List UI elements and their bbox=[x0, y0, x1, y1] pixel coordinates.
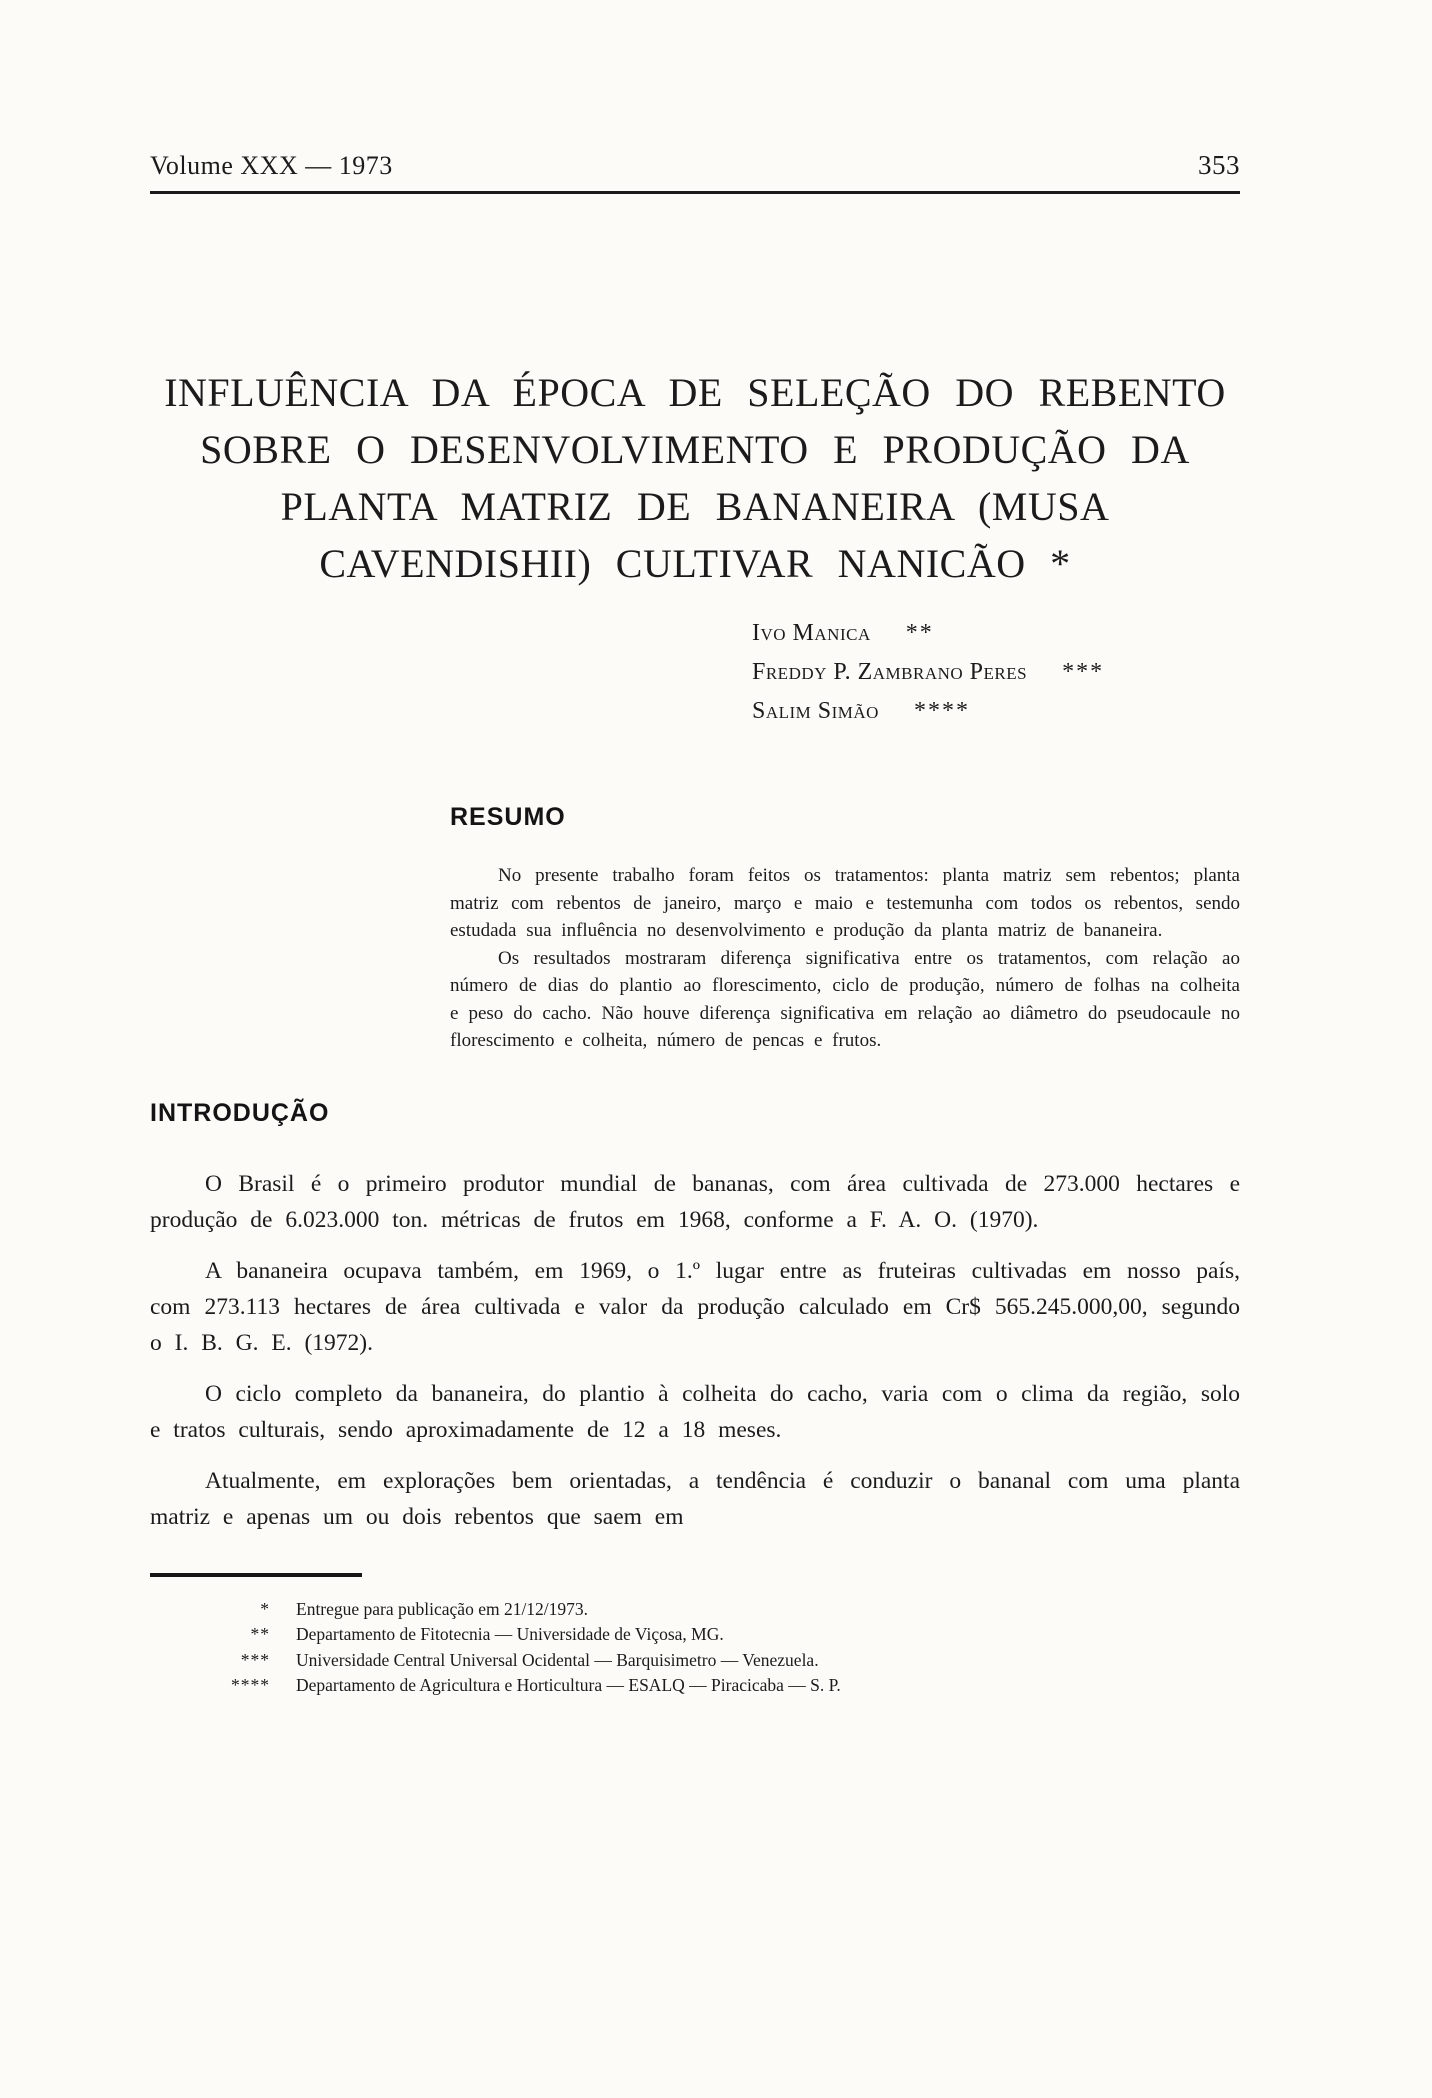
author-footnote-marker: *** bbox=[1062, 659, 1105, 685]
author-name: Ivo Manica bbox=[752, 620, 871, 646]
author-footnote-marker: **** bbox=[913, 698, 970, 724]
intro-paragraph-3: O ciclo completo da bananeira, do plantio à colheita do cacho, varia com o clima da região, solo e tratos culturais, sendo aproximadamente de 12 a 18 meses. bbox=[150, 1380, 1240, 1443]
authors-block bbox=[752, 614, 1240, 731]
header-rule bbox=[150, 191, 1240, 194]
footnote-marker: * bbox=[260, 1598, 270, 1619]
footnote-line bbox=[150, 1597, 1240, 1623]
title-line-1: INFLUÊNCIA DA ÉPOCA DE SELEÇÃO DO REBENTO bbox=[164, 370, 1226, 415]
footnote-text: Departamento de Fitotecnia — Universidade de Viçosa, MG. bbox=[296, 1624, 724, 1644]
footnotes-block bbox=[150, 1597, 1240, 1699]
author-name: Salim Simão bbox=[752, 698, 879, 724]
page-number: 353 bbox=[1198, 150, 1240, 180]
footnote-marker: *** bbox=[240, 1649, 270, 1670]
author-line bbox=[752, 692, 1240, 731]
author-line bbox=[752, 653, 1240, 692]
article-title bbox=[150, 364, 1240, 592]
footnote-line bbox=[150, 1648, 1240, 1674]
footnote-line bbox=[150, 1622, 1240, 1648]
introducao-heading: INTRODUÇÃO bbox=[150, 1098, 330, 1127]
volume-label: Volume XXX — 1973 bbox=[150, 151, 393, 180]
footnote-marker: **** bbox=[231, 1675, 270, 1695]
resumo-paragraph-1: No presente trabalho foram feitos os tratamentos: planta matriz sem rebentos; planta matriz com rebentos de janeiro, março e maio e testemunha com todos os rebentos, sendo estudada sua influência no desenvolvimento e produção da planta matriz de bananeira. bbox=[450, 865, 1240, 941]
intro-paragraph-1: O Brasil é o primeiro produtor mundial de bananas, com área cultivada de 273.000 hectares e produção de 6.023.000 ton. métricas de frutos em 1968, conforme a F. A. O. (1970). bbox=[150, 1170, 1240, 1233]
footnote-line bbox=[150, 1673, 1240, 1699]
footnote-text: Universidade Central Universal Ocidental — Barquisimetro — Venezuela. bbox=[296, 1649, 819, 1670]
title-line-3: PLANTA MATRIZ DE BANANEIRA (MUSA bbox=[280, 484, 1110, 529]
footnote-text: Departamento de Agricultura e Horticultura — ESALQ — Piracicaba — S. P. bbox=[296, 1675, 841, 1695]
author-name: Freddy P. Zambrano Peres bbox=[752, 659, 1028, 685]
intro-paragraph-4: Atualmente, em explorações bem orientadas, a tendência é conduzir o bananal com uma planta matriz e apenas um ou dois rebentos que saem em bbox=[150, 1467, 1240, 1530]
title-line-2: SOBRE O DESENVOLVIMENTO E PRODUÇÃO DA bbox=[200, 427, 1190, 472]
resumo-body bbox=[450, 862, 1240, 1055]
footnote-marker: ** bbox=[250, 1624, 270, 1644]
resumo-paragraph-2: Os resultados mostraram diferença significativa entre os tratamentos, com relação ao número de dias do plantio ao florescimento, ciclo de produção, número de folhas na colheita e peso do cacho. Não houve diferença significativa em relação ao diâmetro do pseudocaule no florescimento e colheita, número de pencas e frutos. bbox=[450, 947, 1240, 1051]
resumo-heading: RESUMO bbox=[450, 803, 566, 831]
intro-paragraph-2: A bananeira ocupava também, em 1969, o 1.º lugar entre as fruteiras cultivadas em nosso país, com 273.113 hectares de área cultivada e valor da produção calculado em Cr$ 565.245.000,00, segundo o I. B. G. E. (1972). bbox=[150, 1257, 1240, 1356]
title-line-4: CAVENDISHII) CULTIVAR NANICÃO * bbox=[319, 541, 1071, 586]
footnote-rule bbox=[150, 1573, 362, 1577]
introducao-body bbox=[150, 1166, 1240, 1535]
author-line bbox=[752, 614, 1240, 653]
author-footnote-marker: ** bbox=[905, 620, 934, 646]
footnote-text: Entregue para publicação em 21/12/1973. bbox=[296, 1598, 589, 1619]
page-header bbox=[150, 150, 1240, 181]
